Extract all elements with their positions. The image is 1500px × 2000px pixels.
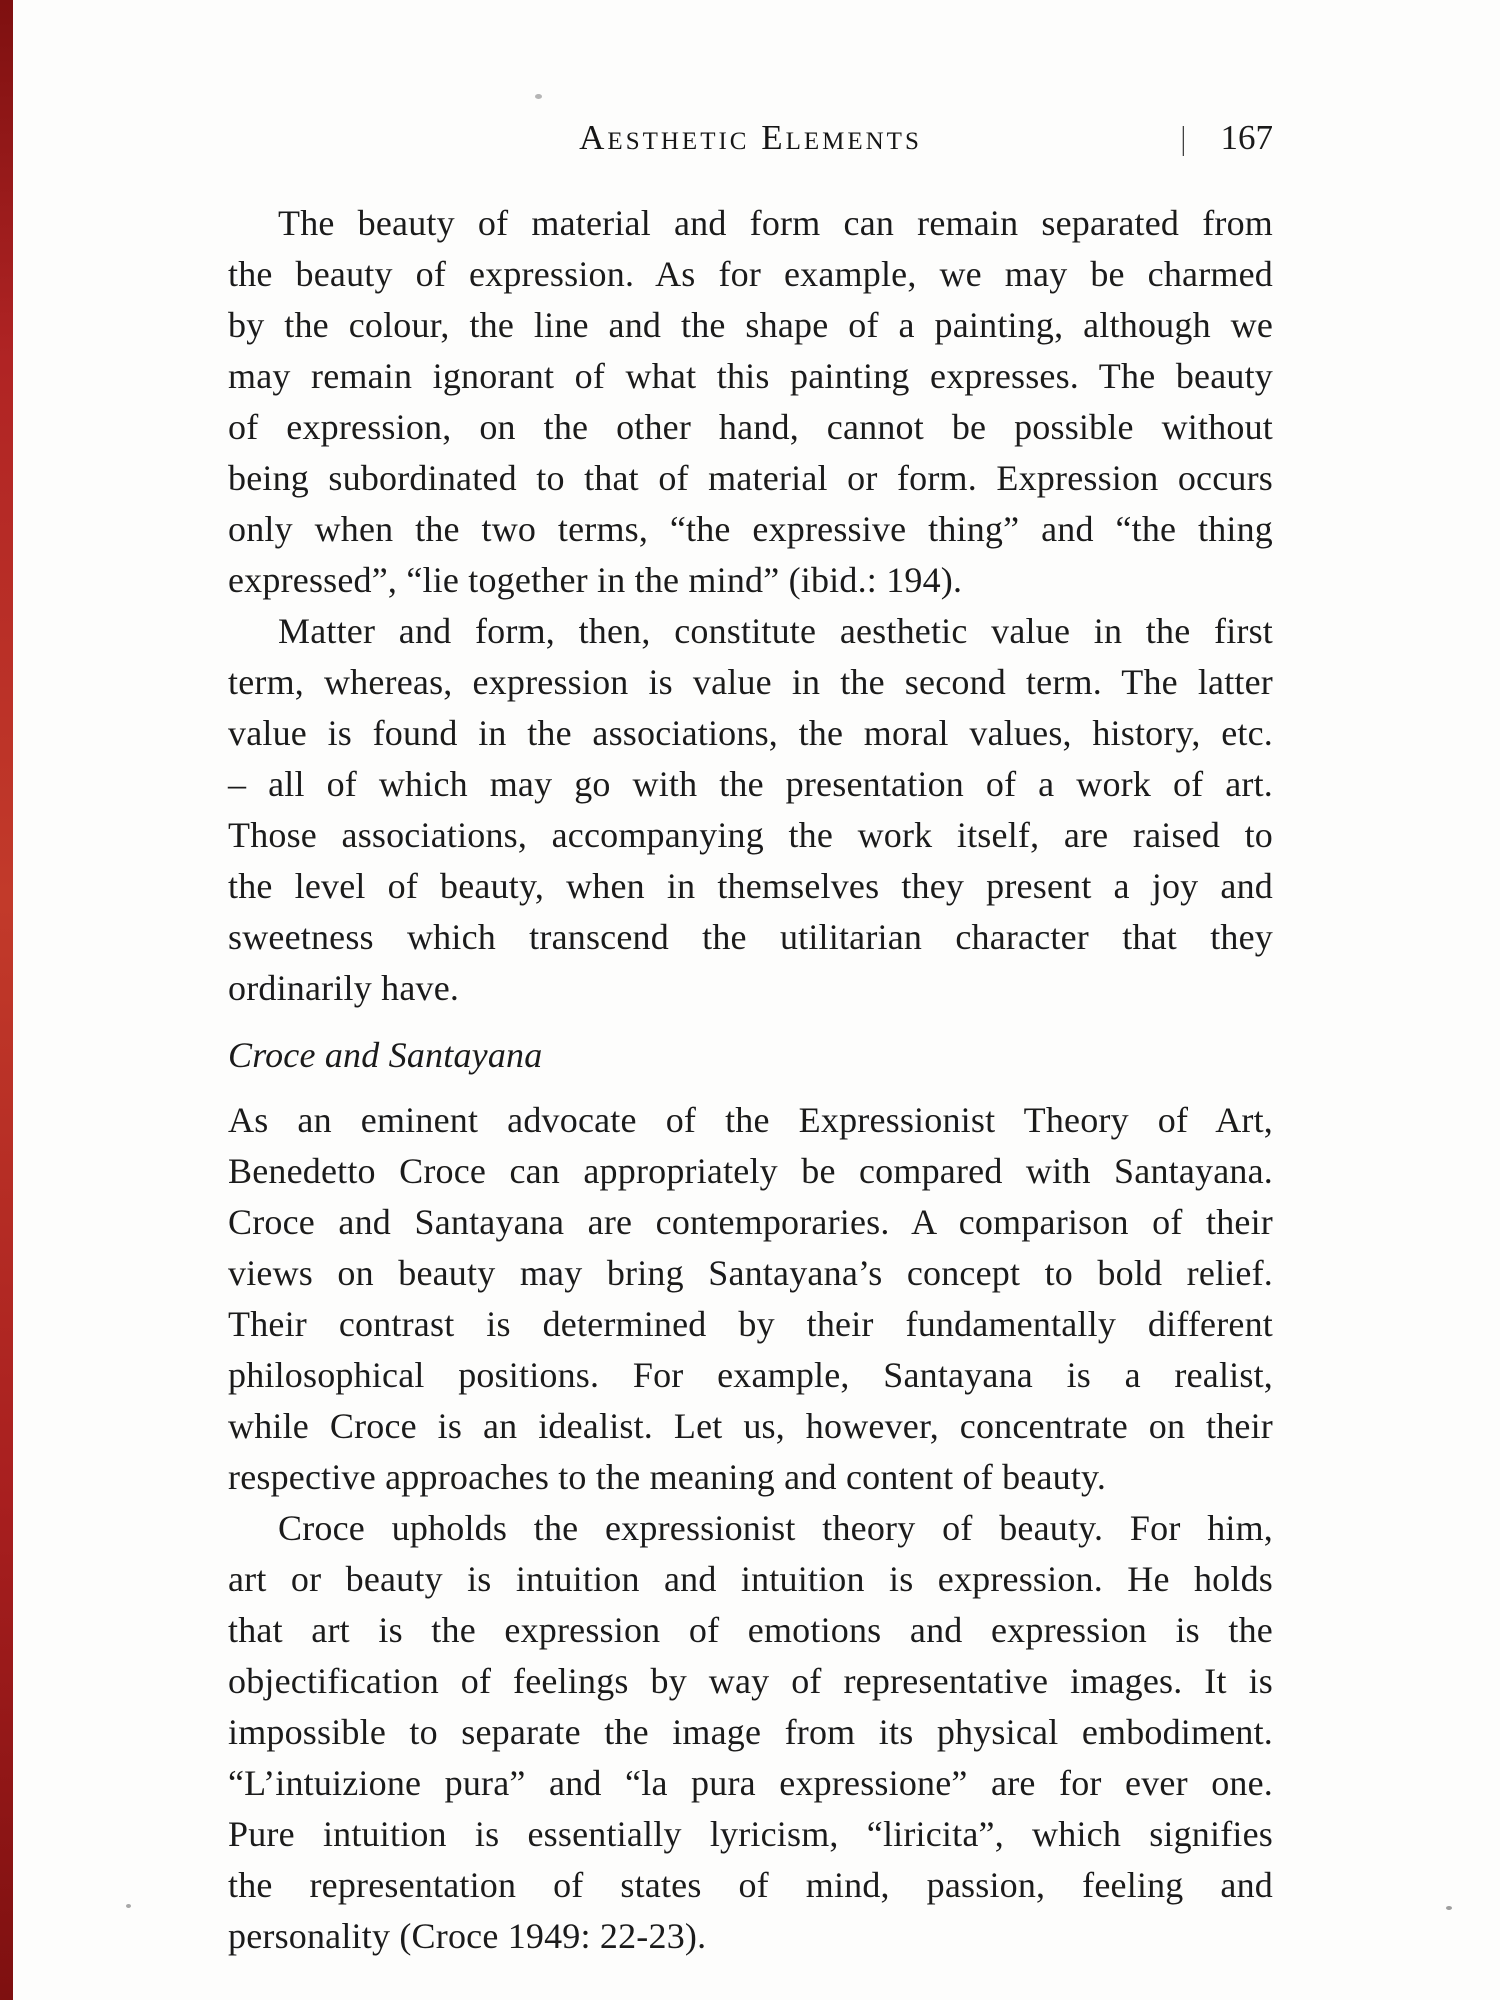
text-line: only when the two terms, “the expressive thing” and “the thing <box>228 509 1273 549</box>
page-number-group <box>1180 116 1273 161</box>
text-line: of expression, on the other hand, cannot be possible without <box>228 407 1273 447</box>
text-line: respective approaches to the meaning and content of beauty. <box>228 1457 1107 1497</box>
text-line: while Croce is an idealist. Let us, however, concentrate on their <box>228 1406 1273 1446</box>
text-line: “L’intuizione pura” and “la pura expressione” are for ever one. <box>228 1763 1273 1803</box>
running-header <box>228 116 1273 162</box>
scan-edge-artifact <box>0 0 13 2000</box>
text-line: ordinarily have. <box>228 968 460 1008</box>
text-line: by the colour, the line and the shape of a painting, although we <box>228 305 1273 345</box>
text-line: – all of which may go with the presentation of a work of art. <box>228 764 1273 804</box>
text-line: The beauty of material and form can remain separated from <box>278 203 1273 243</box>
text-line: the representation of states of mind, passion, feeling and <box>228 1865 1273 1905</box>
text-line: may remain ignorant of what this painting expresses. The beauty <box>228 356 1273 396</box>
text-line: Croce upholds the expressionist theory of beauty. For him, <box>278 1508 1273 1548</box>
paragraph-3 <box>228 1095 1273 1503</box>
text-line: Those associations, accompanying the work itself, are raised to <box>228 815 1273 855</box>
header-separator: | <box>1180 121 1186 157</box>
text-line: Pure intuition is essentially lyricism, “liricita”, which signifies <box>228 1814 1273 1854</box>
text-line: views on beauty may bring Santayana’s concept to bold relief. <box>228 1253 1273 1293</box>
scan-speck <box>535 94 542 99</box>
text-line: personality (Croce 1949: 22-23). <box>228 1916 707 1956</box>
text-line: the level of beauty, when in themselves they present a joy and <box>228 866 1273 906</box>
chapter-title: Aesthetic Elements <box>579 118 922 157</box>
scan-speck <box>126 1904 131 1908</box>
text-line: Their contrast is determined by their fundamentally different <box>228 1304 1273 1344</box>
body-text <box>228 198 1273 1962</box>
paragraph-4 <box>228 1503 1273 1962</box>
section-heading: Croce and Santayana <box>228 1035 543 1075</box>
page-number: 167 <box>1220 118 1273 157</box>
text-line: the beauty of expression. As for example, we may be charmed <box>228 254 1273 294</box>
text-line: expressed”, “lie together in the mind” (ibid.: 194). <box>228 560 963 600</box>
text-line: term, whereas, expression is value in the second term. The latter <box>228 662 1273 702</box>
paragraph-1 <box>228 198 1273 606</box>
paragraph-2 <box>228 606 1273 1014</box>
text-line: value is found in the associations, the moral values, history, etc. <box>228 713 1273 753</box>
text-line: being subordinated to that of material or form. Expression occurs <box>228 458 1273 498</box>
text-line: objectification of feelings by way of representative images. It is <box>228 1661 1273 1701</box>
text-line: art or beauty is intuition and intuition is expression. He holds <box>228 1559 1273 1599</box>
text-line: As an eminent advocate of the Expressionist Theory of Art, <box>228 1100 1273 1140</box>
text-line: sweetness which transcend the utilitarian character that they <box>228 917 1273 957</box>
text-line: Croce and Santayana are contemporaries. A comparison of their <box>228 1202 1273 1242</box>
scan-speck <box>1446 1906 1452 1910</box>
text-line: Matter and form, then, constitute aesthetic value in the first <box>278 611 1273 651</box>
text-line: impossible to separate the image from its physical embodiment. <box>228 1712 1273 1752</box>
text-line: that art is the expression of emotions and expression is the <box>228 1610 1273 1650</box>
text-line: Benedetto Croce can appropriately be compared with Santayana. <box>228 1151 1273 1191</box>
text-line: philosophical positions. For example, Santayana is a realist, <box>228 1355 1273 1395</box>
